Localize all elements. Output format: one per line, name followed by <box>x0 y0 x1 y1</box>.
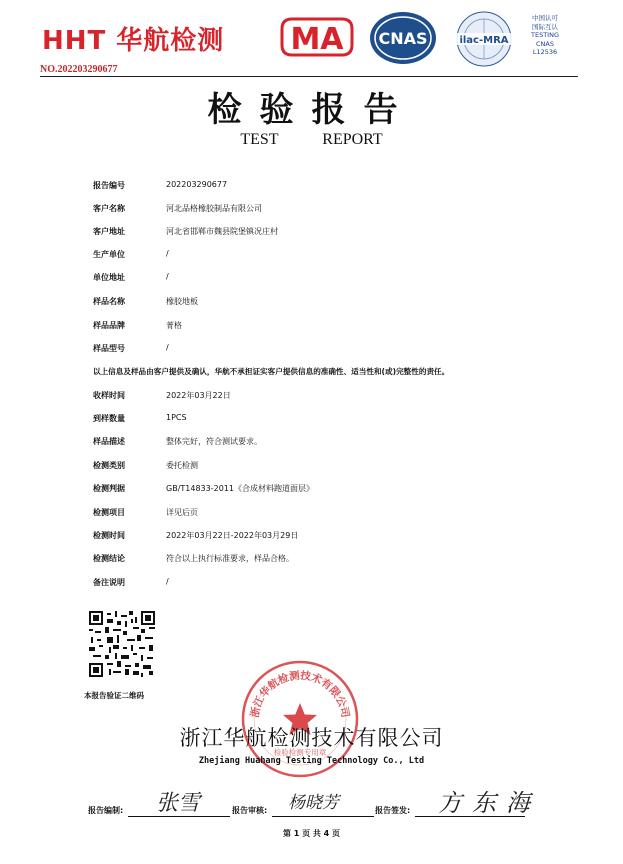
field-label: 客户地址 <box>93 227 125 236</box>
compiled-by-label: 报告编制: <box>88 806 124 815</box>
report-title-cn: 检验报告 <box>207 90 416 130</box>
seal-company-text: 浙江华航检测技术有限公司 <box>248 669 352 719</box>
recognition-block <box>520 14 570 57</box>
field-value: 202203290677 <box>166 180 228 189</box>
cnas-mark-label: CNAS <box>378 29 428 48</box>
field-label: 样品名称 <box>93 297 125 306</box>
recognition-line: TESTING <box>531 31 559 39</box>
recognition-line: L12536 <box>532 48 558 56</box>
seal-sub-text: 检验检测专用章 <box>273 748 327 757</box>
reviewed-signature-line <box>272 816 374 817</box>
field-value: 委托检测 <box>166 461 198 470</box>
verification-qr-code-icon[interactable] <box>89 611 155 677</box>
field-value: 2022年03月22日-2022年03月29日 <box>166 531 299 540</box>
reviewed-by-label: 报告审核: <box>232 806 268 815</box>
field-value: / <box>166 249 169 258</box>
ilac-mra-mark-icon <box>454 10 514 68</box>
field-label: 样品型号 <box>93 344 125 353</box>
field-label: 样品品牌 <box>93 321 125 330</box>
field-value: / <box>166 577 169 586</box>
field-label: 报告编号 <box>93 181 125 190</box>
ilac-mark-label: ilac-MRA <box>459 35 509 46</box>
field-value: 详见后页 <box>166 508 198 517</box>
recognition-line: 中国认可 <box>532 14 558 22</box>
cnas-mark-icon <box>368 10 438 66</box>
reviewed-signature: 杨晓芳 <box>288 793 339 813</box>
recognition-line: CNAS <box>536 39 554 48</box>
field-value: 1PCS <box>166 413 187 422</box>
field-label: 到样数量 <box>93 414 125 423</box>
field-label: 收样时间 <box>93 391 125 400</box>
field-label: 客户名称 <box>93 204 125 213</box>
field-value: 河北省邯郸市魏县院堡镇况庄村 <box>166 227 278 236</box>
issued-signature: 方东海 <box>438 789 540 817</box>
cma-mark-label: MA <box>290 22 344 57</box>
field-value: 菁格 <box>166 321 182 330</box>
field-value: GB/T14833-2011《合成材料跑道面层》 <box>166 484 314 493</box>
field-label: 检测项目 <box>93 508 125 517</box>
field-value: 整体完好，符合测试要求。 <box>166 437 262 446</box>
field-label: 样品描述 <box>93 437 125 446</box>
field-value: / <box>166 343 169 352</box>
company-name-en: Zhejiang Huahang Testing Technology Co., Ltd <box>198 756 425 766</box>
field-value: 2022年03月22日 <box>166 391 231 400</box>
company-name-cn: 浙江华航检测技术有限公司 <box>179 726 444 750</box>
qr-code-caption: 本报告验证二维码 <box>84 691 144 700</box>
field-value: / <box>166 272 169 281</box>
field-label: 单位地址 <box>93 273 125 282</box>
recognition-line: 国际互认 <box>532 22 558 31</box>
report-serial-number: NO.202203290677 <box>40 64 118 75</box>
cma-mark-icon <box>278 15 356 59</box>
field-label: 检测判据 <box>93 484 125 493</box>
disclaimer-text: 以上信息及样品由客户提供及确认，华航不承担证实客户提供信息的准确性、适当性和(或)完整性的责任。 <box>93 367 450 376</box>
compiled-signature: 张雪 <box>156 791 201 816</box>
header-divider <box>40 76 578 77</box>
issued-by-label: 报告签发: <box>375 806 411 815</box>
report-title-en: TEST REPORT <box>240 131 383 148</box>
field-label: 检测结论 <box>93 554 125 563</box>
field-value: 符合以上执行标准要求，样品合格。 <box>166 554 294 563</box>
page-number: 第 1 页 共 4 页 <box>282 829 341 838</box>
field-label: 检测时间 <box>93 531 125 540</box>
field-value: 河北品格橡胶制品有限公司 <box>166 204 262 213</box>
field-value: 橡胶地板 <box>166 297 198 306</box>
field-label: 备注说明 <box>93 578 125 587</box>
field-label: 检测类别 <box>93 461 125 470</box>
field-label: 生产单位 <box>93 250 125 259</box>
company-logo-text: HHT 华航检测 <box>42 26 225 56</box>
